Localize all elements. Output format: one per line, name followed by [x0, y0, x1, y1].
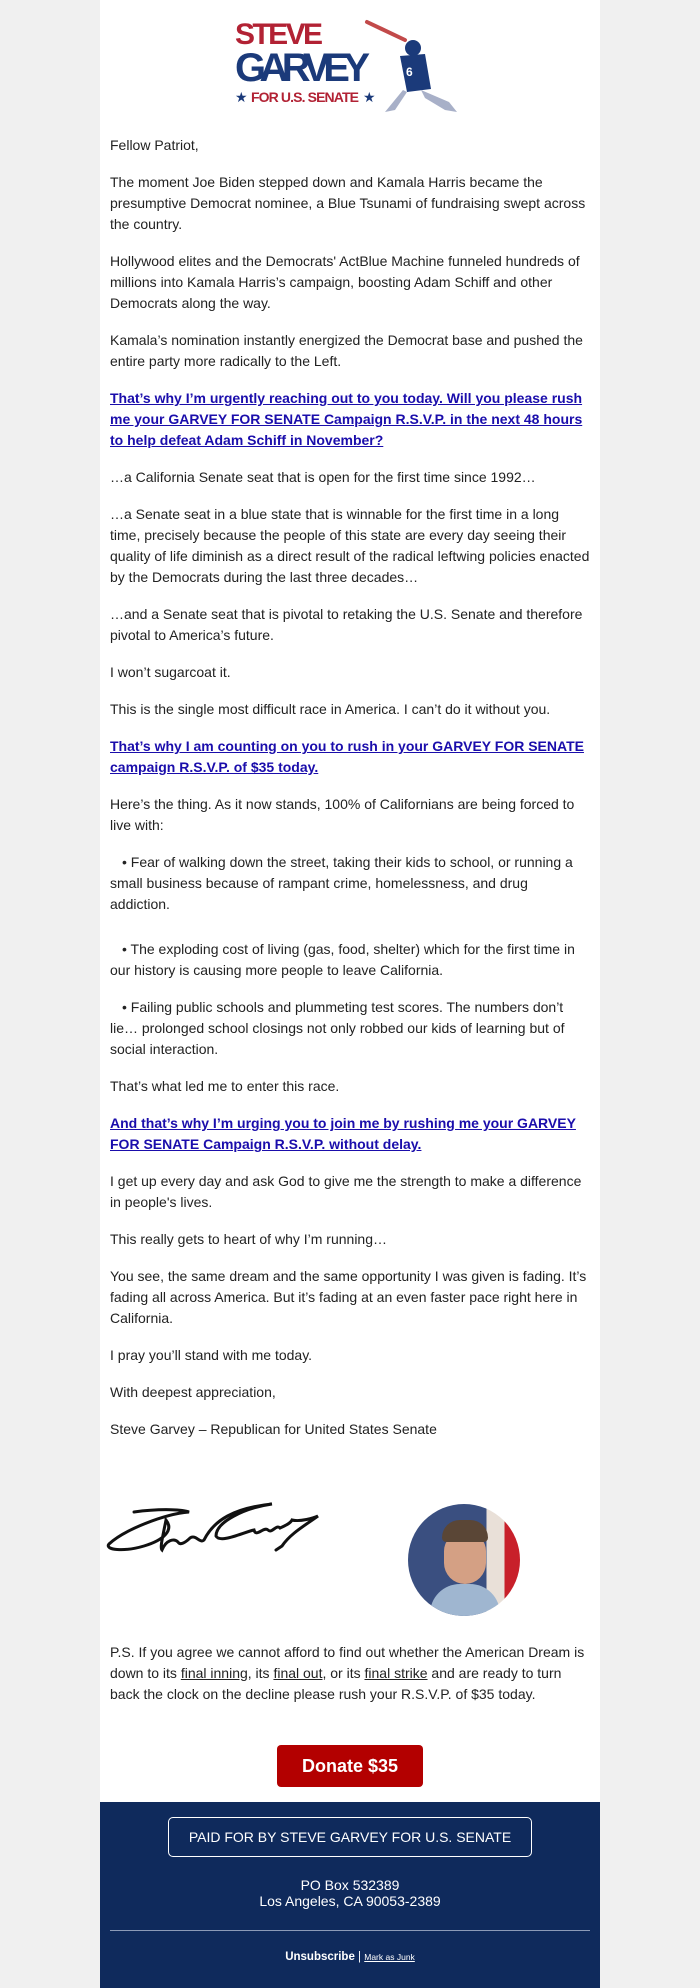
handwritten-signature-icon: [104, 1500, 324, 1560]
postscript: P.S. If you agree we cannot afford to find out whether the American Dream is down to its final inning, its final out, or its final strike and are ready to turn back the clock on the decline please rush your R.S.V.P. of $35 today.: [110, 1644, 585, 1702]
signoff-name: Steve Garvey – Republican for United States Senate: [110, 1421, 437, 1437]
signature-row: [110, 1452, 590, 1642]
svg-text:6: 6: [406, 65, 413, 79]
mailing-address: PO Box 532389 Los Angeles, CA 90053-2389: [259, 1877, 441, 1909]
divider: [110, 1930, 590, 1931]
paragraph: That’s what led me to enter this race.: [110, 1078, 340, 1094]
svg-text:★: ★: [235, 89, 248, 105]
svg-text:STEVE: STEVE: [235, 18, 323, 51]
paragraph: I get up every day and ask God to give me the strength to make a difference in people's lives.: [110, 1173, 582, 1210]
unsubscribe-link[interactable]: Unsubscribe: [285, 1951, 355, 1963]
svg-text:FOR U.S. SENATE: FOR U.S. SENATE: [251, 89, 359, 105]
paragraph: …a California Senate seat that is open for the first time since 1992…: [110, 469, 536, 485]
svg-text:GARVEY: GARVEY: [235, 46, 370, 90]
bullet-item: • Fear of walking down the street, taking their kids to school, or running a small business because of rampant crime, homelessness, and drug addiction.: [110, 854, 573, 912]
paid-for-disclaimer: PAID FOR BY STEVE GARVEY FOR U.S. SENATE: [168, 1817, 532, 1857]
paragraph: …and a Senate seat that is pivotal to retaking the U.S. Senate and therefore pivotal to America’s future.: [110, 606, 583, 643]
letter-content: [100, 125, 600, 1705]
paragraph: This is the single most difficult race in America. I can’t do it without you.: [110, 701, 551, 717]
paragraph: With deepest appreciation,: [110, 1384, 276, 1400]
candidate-photo: [408, 1504, 520, 1616]
paragraph: Hollywood elites and the Democrats' ActBlue Machine funneled hundreds of millions into Kamala Harris’s campaign, boosting Adam Schiff and other Democrats along the way.: [110, 253, 580, 311]
paragraph: I pray you’ll stand with me today.: [110, 1347, 313, 1363]
greeting: Fellow Patriot,: [110, 137, 199, 153]
cta-link-rsvp-without-delay[interactable]: And that’s why I’m urging you to join me by rushing me your GARVEY FOR SENATE Campaign R.S.V.P. without delay.: [110, 1115, 576, 1152]
bullet-item: • Failing public schools and plummeting test scores. The numbers don’t lie… prolonged school closings not only robbed our kids of learning but of social interaction.: [110, 999, 565, 1057]
campaign-logo: [100, 0, 600, 125]
paragraph: Kamala’s nomination instantly energized the Democrat base and pushed the entire party more radically to the Left.: [110, 332, 583, 369]
footer-links: Unsubscribe | Mark as Junk: [285, 1951, 415, 1963]
paragraph: Here’s the thing. As it now stands, 100% of Californians are being forced to live with:: [110, 796, 575, 833]
paragraph: …a Senate seat in a blue state that is winnable for the first time in a long time, precisely because the people of this state are every day seeing their quality of life diminish as a direct result of the radical leftwing policies enacted by the Democrats during the last three decades…: [110, 506, 590, 585]
svg-text:★: ★: [363, 89, 376, 105]
donate-button[interactable]: Donate $35: [277, 1745, 423, 1787]
footer: [100, 1802, 600, 1988]
cta-link-rsvp-35[interactable]: That’s why I am counting on you to rush in your GARVEY FOR SENATE campaign R.S.V.P. of $35 today.: [110, 738, 584, 775]
cta-link-rsvp-48-hours[interactable]: That’s why I’m urgently reaching out to you today. Will you please rush me your GARVEY FOR SENATE Campaign R.S.V.P. in the next 48 hours to help defeat Adam Schiff in November?: [110, 390, 583, 448]
paragraph: I won’t sugarcoat it.: [110, 664, 231, 680]
mark-as-junk-link[interactable]: Mark as Junk: [364, 1952, 415, 1962]
paragraph: You see, the same dream and the same opportunity I was given is fading. It’s fading all across America. But it’s fading at an even faster pace right here in California.: [110, 1268, 587, 1326]
paragraph: This really gets to heart of why I’m running…: [110, 1231, 388, 1247]
bullet-item: • The exploding cost of living (gas, food, shelter) which for the first time in our history is causing more people to leave California.: [110, 941, 575, 978]
email-body: [100, 0, 600, 1988]
paragraph: The moment Joe Biden stepped down and Kamala Harris became the presumptive Democrat nominee, a Blue Tsunami of fundraising swept across the country.: [110, 174, 586, 232]
garvey-logo-icon: [235, 14, 465, 114]
